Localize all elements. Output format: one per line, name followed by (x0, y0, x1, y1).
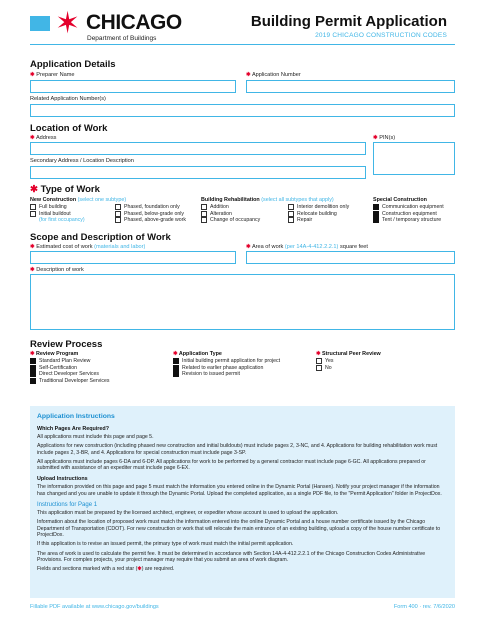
required-star-icon: ✱ (137, 566, 142, 573)
radio[interactable] (30, 371, 36, 377)
secondary-address-label: Secondary Address / Location Description (30, 158, 134, 164)
special-col: Communication equipment Construction equipment Tent / temporary structure (373, 204, 444, 224)
related-numbers-label: Related Application Number(s) (30, 96, 106, 102)
instructions-heading: Application Instructions (37, 413, 115, 420)
special-heading: Special Construction (373, 197, 427, 203)
description-field[interactable] (30, 274, 455, 330)
new-construction-heading: New Construction (select one subtype) (30, 197, 127, 203)
radio[interactable] (30, 378, 36, 384)
required-star-icon: ✱ (30, 244, 35, 250)
review-program-options: Standard Plan Review Self-Certification Direct Developer Services Traditional Developer Services (30, 358, 109, 384)
checkbox[interactable] (115, 217, 121, 223)
required-star-icon: ✱ (30, 184, 38, 195)
section-application-details: Application Details (30, 59, 116, 70)
department-name: Department of Buildings (87, 35, 157, 42)
area-label: ✱ Area of work (per 14A-4-412.2.2.1) square feet (246, 244, 368, 250)
checkbox[interactable] (115, 204, 121, 210)
required-star-icon: ✱ (316, 351, 321, 357)
instructions-paragraph: The information provided on this page and page 5 must match the information you entered online in the Dynamic Portal (Hansen). Notify your project manager if the information has changed and you are unable to update it through the Dynamic Portal. Upload the completed application, as a single PDF file, to the "Permit Application" folder in ProjectDox. (37, 484, 442, 497)
application-number-label: ✱ Application Number (246, 72, 301, 78)
instructions-panel (30, 406, 455, 598)
page1-instructions-title: Instructions for Page 1 (37, 502, 98, 509)
cost-field[interactable] (30, 251, 236, 264)
which-pages-title: Which Pages Are Required? (37, 426, 109, 432)
checkbox[interactable] (30, 211, 36, 217)
radio[interactable] (316, 358, 322, 364)
peer-review-options: Yes No (316, 358, 333, 371)
checkbox[interactable] (30, 204, 36, 210)
peer-review-heading: ✱ Structural Peer Review (316, 351, 381, 357)
instructions-paragraph: All applications must include pages 6-DA and 6-DP. All applications for work to be performed by a general contractor must include page 6-GC. All applications prepared or submitted with assistance of an expediter must include page 6-EX. (37, 458, 426, 472)
cost-label: ✱ Estimated cost of work (materials and labor) (30, 244, 146, 250)
header-divider (30, 44, 455, 45)
required-star-icon: ✱ (30, 267, 35, 273)
preparer-name-field[interactable] (30, 80, 236, 93)
rehab-col2: Interior demolition only Relocate building Repair (288, 204, 349, 224)
page-title: Building Permit Application (250, 13, 447, 30)
instructions-paragraph: If this application is to revise an issued permit, the primary type of work must match the initial permit application. (37, 541, 294, 548)
section-location: Location of Work (30, 123, 108, 134)
required-star-icon: ✱ (373, 135, 378, 141)
secondary-address-field[interactable] (30, 166, 366, 179)
section-scope: Scope and Description of Work (30, 232, 171, 243)
checkbox[interactable] (373, 204, 379, 210)
required-star-icon: ✱ (246, 72, 251, 78)
address-label: ✱ Address (30, 135, 57, 141)
checkbox[interactable] (201, 217, 207, 223)
checkbox[interactable] (373, 211, 379, 217)
rehab-col1: Addition Alteration Change of occupancy (201, 204, 260, 224)
required-star-icon: ✱ (30, 135, 35, 141)
description-label: ✱ Description of work (30, 267, 84, 273)
required-star-icon: ✱ (30, 351, 35, 357)
area-field[interactable] (246, 251, 455, 264)
radio[interactable] (173, 365, 179, 371)
application-type-options: Initial building permit application for project Related to earlier phase application Revision to issued permit (173, 358, 280, 378)
pin-field[interactable] (373, 142, 455, 175)
checkbox[interactable] (115, 211, 121, 217)
application-type-heading: ✱ Application Type (173, 351, 222, 357)
logo-text: CHICAGO (86, 11, 182, 34)
new-construction-col2: Phased, foundation only Phased, below-grade only Phased, above-grade work (115, 204, 186, 224)
upload-title: Upload Instructions (37, 476, 88, 483)
radio[interactable] (173, 371, 179, 377)
instructions-paragraph: Applications for new construction (including phased new construction and initial buildouts) must include pages 2, 3-NC, and 4. Applications for building rehabilitation work must include pages 2, 3-BR, and 4. Applications for special construction must include page 3-SP. (37, 443, 438, 456)
radio[interactable] (30, 365, 36, 371)
instructions-paragraph: This application must be prepared by the licensed architect, engineer, or expediter whose account is used to upload the application. (37, 510, 339, 517)
instructions-paragraph: The area of work is used to calculate the permit fee. It must be determined in accordance with Section 14A-4-412.2.2.1 of the Chicago Construction Codes Administrative Provisions. For complex projects, your project manager may require that you submit an area of work diagram. (37, 550, 426, 563)
required-star-icon: ✱ (173, 351, 178, 357)
instructions-paragraph: Information about the location of proposed work must match the information entered into the online Dynamic Portal and a house number certificate issued by the Chicago Department of Transportation (CDOT). For new construction or work that will relocate the main entrance of an existing building, upload a copy of the house number certificate to ProjectDox. (37, 519, 441, 538)
logo-blue-bar (30, 16, 50, 31)
instructions-paragraph: All applications must include this page and page 5. (37, 434, 154, 440)
required-star-icon: ✱ (246, 244, 251, 250)
checkbox[interactable] (201, 211, 207, 217)
preparer-name-label: ✱ Preparer Name (30, 72, 75, 78)
section-type-of-work: ✱ Type of Work (30, 184, 100, 195)
chicago-star-icon: ✶ (55, 7, 81, 40)
related-numbers-field[interactable] (30, 104, 455, 117)
application-number-field[interactable] (246, 80, 455, 93)
required-star-icon: ✱ (30, 72, 35, 78)
checkbox[interactable] (288, 204, 294, 210)
form-version: Form 400 · rev. 7/6/2020 (393, 604, 455, 610)
checkbox[interactable] (288, 211, 294, 217)
new-construction-col1: Full building Initial buildout (for first occupancy) (30, 204, 85, 224)
checkbox[interactable] (288, 217, 294, 223)
section-review: Review Process (30, 339, 103, 350)
footer-link[interactable]: Fillable PDF available at www.chicago.gov/buildings (30, 604, 159, 610)
radio[interactable] (173, 358, 179, 364)
review-program-heading: ✱ Review Program (30, 351, 79, 357)
checkbox[interactable] (373, 217, 379, 223)
rehab-heading: Building Rehabilitation (select all subtypes that apply) (201, 197, 334, 203)
radio[interactable] (30, 358, 36, 364)
page-subtitle: 2019 CHICAGO CONSTRUCTION CODES (315, 32, 447, 39)
checkbox[interactable] (201, 204, 207, 210)
radio[interactable] (316, 365, 322, 371)
required-note: Fields and sections marked with a red star (✱) are required. (37, 566, 175, 573)
pin-label: ✱ PIN(s) (373, 135, 396, 141)
address-field[interactable] (30, 142, 366, 155)
